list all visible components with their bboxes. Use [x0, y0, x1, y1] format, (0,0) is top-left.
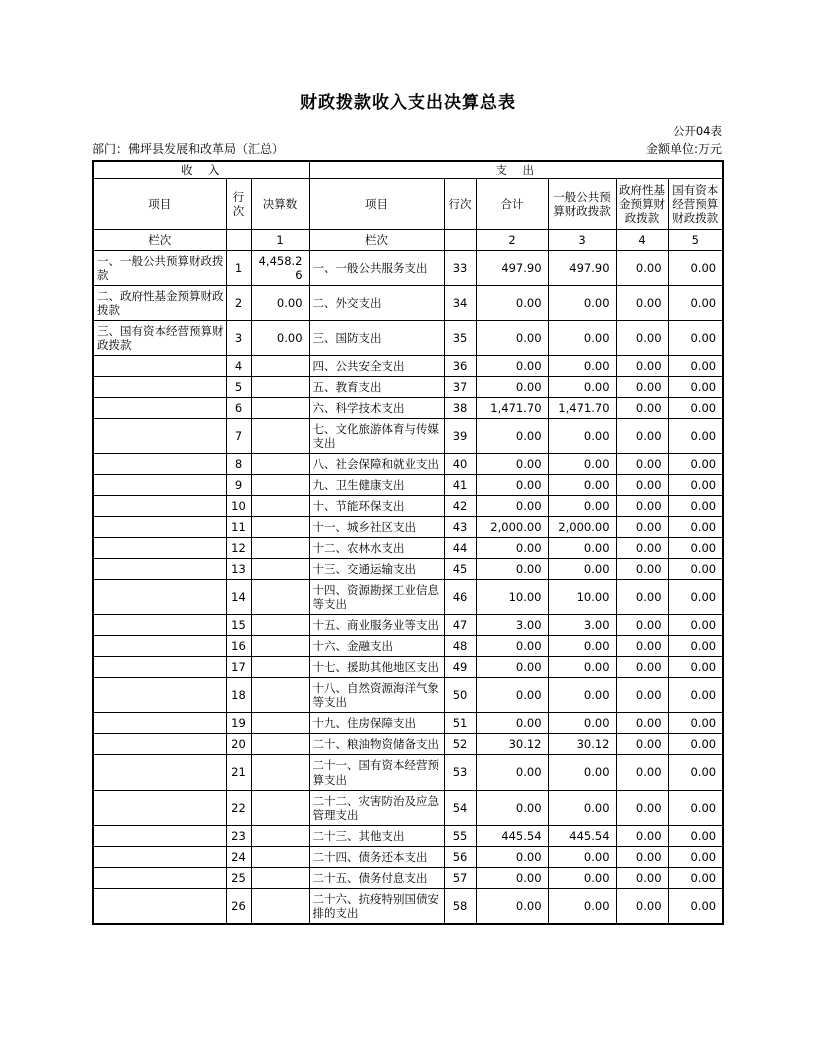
expense-line-cell: 48 [444, 636, 476, 657]
expense-total-cell: 0.00 [476, 790, 548, 825]
state-capital-cell: 0.00 [668, 888, 723, 924]
expense-line-cell: 38 [444, 398, 476, 419]
expense-total-cell: 0.00 [476, 713, 548, 734]
state-capital-cell: 0.00 [668, 398, 723, 419]
income-project-cell [93, 496, 226, 517]
expense-total-cell: 1,471.70 [476, 398, 548, 419]
income-line-cell: 21 [226, 755, 251, 790]
gov-fund-cell: 0.00 [616, 286, 668, 321]
expense-project-cell: 二十一、国有资本经营预算支出 [309, 755, 444, 790]
expense-total-cell: 0.00 [476, 888, 548, 924]
income-amount-cell [251, 496, 309, 517]
index-fund: 4 [616, 230, 668, 251]
income-line-cell: 7 [226, 419, 251, 454]
income-line-cell: 20 [226, 734, 251, 755]
table-row [93, 475, 723, 496]
income-amount-cell [251, 398, 309, 419]
expense-total-cell: 0.00 [476, 286, 548, 321]
expense-project-cell: 二十二、灾害防治及应急管理支出 [309, 790, 444, 825]
expense-project-cell: 二十六、抗疫特别国债安排的支出 [309, 888, 444, 924]
income-amount-cell [251, 356, 309, 377]
income-amount-cell [251, 538, 309, 559]
expense-line-cell: 47 [444, 615, 476, 636]
income-line-cell: 6 [226, 398, 251, 419]
general-budget-cell: 497.90 [548, 251, 616, 286]
index-expense-label: 栏次 [309, 230, 444, 251]
gov-fund-cell: 0.00 [616, 867, 668, 888]
income-amount-cell [251, 734, 309, 755]
expense-total-cell: 445.54 [476, 825, 548, 846]
gov-fund-cell: 0.00 [616, 475, 668, 496]
income-amount-cell [251, 615, 309, 636]
income-amount-cell [251, 888, 309, 924]
expense-total-cell: 10.00 [476, 580, 548, 615]
income-line-cell: 1 [226, 251, 251, 286]
state-capital-cell: 0.00 [668, 678, 723, 713]
state-capital-cell: 0.00 [668, 321, 723, 356]
expense-line-cell: 49 [444, 657, 476, 678]
income-project-cell [93, 846, 226, 867]
expense-line-cell: 34 [444, 286, 476, 321]
expense-total-cell: 0.00 [476, 419, 548, 454]
expense-project-cell: 十八、自然资源海洋气象等支出 [309, 678, 444, 713]
col-header-general-budget: 一般公共预算财政拨款 [548, 179, 616, 230]
income-project-cell: 一、一般公共预算财政拨款 [93, 251, 226, 286]
expense-project-cell: 二十、粮油物资储备支出 [309, 734, 444, 755]
gov-fund-cell: 0.00 [616, 377, 668, 398]
expense-project-cell: 九、卫生健康支出 [309, 475, 444, 496]
meta-line [92, 141, 722, 158]
expense-total-cell: 2,000.00 [476, 517, 548, 538]
income-line-cell: 10 [226, 496, 251, 517]
expense-project-cell: 八、社会保障和就业支出 [309, 454, 444, 475]
table-row [93, 377, 723, 398]
table-row [93, 356, 723, 377]
income-project-cell [93, 475, 226, 496]
gov-fund-cell: 0.00 [616, 356, 668, 377]
general-budget-cell: 0.00 [548, 678, 616, 713]
col-header-gov-fund: 政府性基金预算财政拨款 [616, 179, 668, 230]
general-budget-cell: 0.00 [548, 755, 616, 790]
table-row [93, 321, 723, 356]
income-amount-cell [251, 867, 309, 888]
expense-project-cell: 十六、金融支出 [309, 636, 444, 657]
index-income-label: 栏次 [93, 230, 226, 251]
income-project-cell: 三、国有资本经营预算财政拨款 [93, 321, 226, 356]
expense-total-cell: 3.00 [476, 615, 548, 636]
expense-total-cell: 0.00 [476, 321, 548, 356]
expense-total-cell: 497.90 [476, 251, 548, 286]
income-project-cell [93, 790, 226, 825]
state-capital-cell: 0.00 [668, 419, 723, 454]
col-header-expense-line: 行次 [444, 179, 476, 230]
general-budget-cell: 0.00 [548, 419, 616, 454]
table-row [93, 286, 723, 321]
expense-line-cell: 51 [444, 713, 476, 734]
income-line-cell: 22 [226, 790, 251, 825]
gov-fund-cell: 0.00 [616, 496, 668, 517]
state-capital-cell: 0.00 [668, 734, 723, 755]
income-line-cell: 13 [226, 559, 251, 580]
income-project-cell [93, 867, 226, 888]
income-line-cell: 8 [226, 454, 251, 475]
expense-project-cell: 二、外交支出 [309, 286, 444, 321]
table-row [93, 790, 723, 825]
gov-fund-cell: 0.00 [616, 559, 668, 580]
income-project-cell [93, 657, 226, 678]
expense-total-cell: 0.00 [476, 356, 548, 377]
table-row [93, 580, 723, 615]
expense-project-cell: 十三、交通运输支出 [309, 559, 444, 580]
gov-fund-cell: 0.00 [616, 615, 668, 636]
income-project-cell [93, 398, 226, 419]
income-project-cell [93, 454, 226, 475]
expense-line-cell: 42 [444, 496, 476, 517]
index-general: 3 [548, 230, 616, 251]
expense-section-header: 支 出 [309, 161, 723, 179]
expense-total-cell: 30.12 [476, 734, 548, 755]
expense-total-cell: 0.00 [476, 454, 548, 475]
gov-fund-cell: 0.00 [616, 846, 668, 867]
income-line-cell: 16 [226, 636, 251, 657]
general-budget-cell: 0.00 [548, 377, 616, 398]
income-line-cell: 23 [226, 825, 251, 846]
expense-total-cell: 0.00 [476, 657, 548, 678]
department-label: 部门：佛坪县发展和改革局（汇总） [92, 142, 285, 156]
expense-line-cell: 37 [444, 377, 476, 398]
table-row [93, 846, 723, 867]
column-index-row [93, 230, 723, 251]
general-budget-cell: 0.00 [548, 475, 616, 496]
index-total: 2 [476, 230, 548, 251]
income-project-cell [93, 636, 226, 657]
income-line-cell: 26 [226, 888, 251, 924]
income-amount-cell [251, 517, 309, 538]
expense-line-cell: 57 [444, 867, 476, 888]
general-budget-cell: 0.00 [548, 454, 616, 475]
income-amount-cell [251, 580, 309, 615]
table-row [93, 559, 723, 580]
state-capital-cell: 0.00 [668, 538, 723, 559]
expense-total-cell: 0.00 [476, 846, 548, 867]
expense-project-cell: 十二、农林水支出 [309, 538, 444, 559]
state-capital-cell: 0.00 [668, 496, 723, 517]
table-row [93, 755, 723, 790]
general-budget-cell: 10.00 [548, 580, 616, 615]
gov-fund-cell: 0.00 [616, 678, 668, 713]
expense-line-cell: 40 [444, 454, 476, 475]
income-project-cell [93, 713, 226, 734]
state-capital-cell: 0.00 [668, 517, 723, 538]
page-title: 财政拨款收入支出决算总表 [300, 93, 516, 113]
column-header-row [93, 179, 723, 230]
expense-project-cell: 一、一般公共服务支出 [309, 251, 444, 286]
income-amount-cell: 0.00 [251, 286, 309, 321]
general-budget-cell: 0.00 [548, 321, 616, 356]
income-project-cell [93, 580, 226, 615]
general-budget-cell: 0.00 [548, 496, 616, 517]
general-budget-cell: 0.00 [548, 713, 616, 734]
expense-project-cell: 十五、商业服务业等支出 [309, 615, 444, 636]
general-budget-cell: 0.00 [548, 636, 616, 657]
table-row [93, 867, 723, 888]
col-header-expense-project: 项目 [309, 179, 444, 230]
expense-project-cell: 十九、住房保障支出 [309, 713, 444, 734]
gov-fund-cell: 0.00 [616, 734, 668, 755]
col-header-expense-total: 合计 [476, 179, 548, 230]
income-line-cell: 4 [226, 356, 251, 377]
section-header-row [93, 161, 723, 179]
income-amount-cell [251, 755, 309, 790]
gov-fund-cell: 0.00 [616, 251, 668, 286]
general-budget-cell: 0.00 [548, 657, 616, 678]
expense-line-cell: 56 [444, 846, 476, 867]
table-row [93, 251, 723, 286]
income-line-cell: 17 [226, 657, 251, 678]
gov-fund-cell: 0.00 [616, 825, 668, 846]
income-line-cell: 25 [226, 867, 251, 888]
income-section-header: 收 入 [93, 161, 309, 179]
income-project-cell [93, 888, 226, 924]
col-header-income-line: 行次 [226, 179, 251, 230]
income-amount-cell [251, 678, 309, 713]
expense-project-cell: 七、文化旅游体育与传媒支出 [309, 419, 444, 454]
income-amount-cell [251, 657, 309, 678]
income-project-cell: 二、政府性基金预算财政拨款 [93, 286, 226, 321]
expense-total-cell: 0.00 [476, 636, 548, 657]
state-capital-cell: 0.00 [668, 713, 723, 734]
gov-fund-cell: 0.00 [616, 538, 668, 559]
state-capital-cell: 0.00 [668, 867, 723, 888]
general-budget-cell: 0.00 [548, 286, 616, 321]
table-row [93, 657, 723, 678]
expense-project-cell: 十、节能环保支出 [309, 496, 444, 517]
table-body [93, 251, 723, 924]
table-row [93, 454, 723, 475]
state-capital-cell: 0.00 [668, 755, 723, 790]
index-capital: 5 [668, 230, 723, 251]
general-budget-cell: 0.00 [548, 867, 616, 888]
state-capital-cell: 0.00 [668, 580, 723, 615]
general-budget-cell: 0.00 [548, 538, 616, 559]
income-amount-cell [251, 559, 309, 580]
income-amount-cell [251, 419, 309, 454]
income-line-cell: 11 [226, 517, 251, 538]
gov-fund-cell: 0.00 [616, 888, 668, 924]
income-line-cell: 9 [226, 475, 251, 496]
expense-total-cell: 0.00 [476, 475, 548, 496]
general-budget-cell: 0.00 [548, 846, 616, 867]
income-amount-cell [251, 454, 309, 475]
income-line-cell: 18 [226, 678, 251, 713]
income-project-cell [93, 825, 226, 846]
expense-line-cell: 41 [444, 475, 476, 496]
general-budget-cell: 1,471.70 [548, 398, 616, 419]
expense-project-cell: 六、科学技术支出 [309, 398, 444, 419]
general-budget-cell: 0.00 [548, 888, 616, 924]
gov-fund-cell: 0.00 [616, 419, 668, 454]
income-project-cell [93, 615, 226, 636]
expense-project-cell: 二十三、其他支出 [309, 825, 444, 846]
gov-fund-cell: 0.00 [616, 580, 668, 615]
expense-line-cell: 55 [444, 825, 476, 846]
income-amount-cell [251, 825, 309, 846]
general-budget-cell: 0.00 [548, 356, 616, 377]
table-row [93, 636, 723, 657]
expense-line-cell: 39 [444, 419, 476, 454]
expense-total-cell: 0.00 [476, 867, 548, 888]
expense-project-cell: 十四、资源勘探工业信息等支出 [309, 580, 444, 615]
fiscal-appropriation-table [92, 160, 724, 925]
expense-project-cell: 五、教育支出 [309, 377, 444, 398]
table-row [93, 825, 723, 846]
general-budget-cell: 3.00 [548, 615, 616, 636]
gov-fund-cell: 0.00 [616, 398, 668, 419]
income-project-cell [93, 559, 226, 580]
expense-total-cell: 0.00 [476, 496, 548, 517]
expense-line-cell: 33 [444, 251, 476, 286]
gov-fund-cell: 0.00 [616, 454, 668, 475]
general-budget-cell: 0.00 [548, 559, 616, 580]
expense-line-cell: 43 [444, 517, 476, 538]
expense-total-cell: 0.00 [476, 377, 548, 398]
income-amount-cell [251, 713, 309, 734]
col-header-income-amount: 决算数 [251, 179, 309, 230]
index-income-amount: 1 [251, 230, 309, 251]
state-capital-cell: 0.00 [668, 377, 723, 398]
expense-project-cell: 四、公共安全支出 [309, 356, 444, 377]
income-line-cell: 5 [226, 377, 251, 398]
expense-line-cell: 52 [444, 734, 476, 755]
gov-fund-cell: 0.00 [616, 636, 668, 657]
index-income-line [226, 230, 251, 251]
income-line-cell: 24 [226, 846, 251, 867]
state-capital-cell: 0.00 [668, 657, 723, 678]
general-budget-cell: 0.00 [548, 790, 616, 825]
income-amount-cell [251, 636, 309, 657]
general-budget-cell: 2,000.00 [548, 517, 616, 538]
state-capital-cell: 0.00 [668, 846, 723, 867]
income-amount-cell: 4,458.26 [251, 251, 309, 286]
expense-line-cell: 45 [444, 559, 476, 580]
expense-total-cell: 0.00 [476, 559, 548, 580]
expense-project-cell: 二十四、债务还本支出 [309, 846, 444, 867]
income-project-cell [93, 538, 226, 559]
general-budget-cell: 30.12 [548, 734, 616, 755]
table-row [93, 517, 723, 538]
table-row [93, 734, 723, 755]
income-project-cell [93, 678, 226, 713]
table-row [93, 398, 723, 419]
expense-line-cell: 53 [444, 755, 476, 790]
expense-total-cell: 0.00 [476, 755, 548, 790]
expense-project-cell: 十七、援助其他地区支出 [309, 657, 444, 678]
expense-line-cell: 54 [444, 790, 476, 825]
table-row [93, 713, 723, 734]
general-budget-cell: 445.54 [548, 825, 616, 846]
state-capital-cell: 0.00 [668, 615, 723, 636]
table-row [93, 419, 723, 454]
income-project-cell [93, 356, 226, 377]
col-header-state-capital: 国有资本经营预算财政拨款 [668, 179, 723, 230]
income-amount-cell [251, 846, 309, 867]
table-row [93, 678, 723, 713]
expense-line-cell: 36 [444, 356, 476, 377]
state-capital-cell: 0.00 [668, 356, 723, 377]
expense-project-cell: 十一、城乡社区支出 [309, 517, 444, 538]
income-project-cell [93, 517, 226, 538]
income-project-cell [93, 755, 226, 790]
gov-fund-cell: 0.00 [616, 321, 668, 356]
income-line-cell: 14 [226, 580, 251, 615]
table-row [93, 615, 723, 636]
gov-fund-cell: 0.00 [616, 657, 668, 678]
state-capital-cell: 0.00 [668, 251, 723, 286]
gov-fund-cell: 0.00 [616, 790, 668, 825]
table-row [93, 888, 723, 924]
state-capital-cell: 0.00 [668, 790, 723, 825]
income-line-cell: 2 [226, 286, 251, 321]
income-project-cell [93, 734, 226, 755]
income-amount-cell: 0.00 [251, 321, 309, 356]
income-amount-cell [251, 790, 309, 825]
income-line-cell: 3 [226, 321, 251, 356]
gov-fund-cell: 0.00 [616, 713, 668, 734]
state-capital-cell: 0.00 [668, 286, 723, 321]
col-header-income-project: 项目 [93, 179, 226, 230]
income-line-cell: 19 [226, 713, 251, 734]
state-capital-cell: 0.00 [668, 559, 723, 580]
index-expense-line [444, 230, 476, 251]
income-line-cell: 12 [226, 538, 251, 559]
income-project-cell [93, 377, 226, 398]
income-line-cell: 15 [226, 615, 251, 636]
expense-line-cell: 50 [444, 678, 476, 713]
expense-line-cell: 35 [444, 321, 476, 356]
state-capital-cell: 0.00 [668, 636, 723, 657]
unit-note: 金额单位:万元 [645, 142, 722, 156]
gov-fund-cell: 0.00 [616, 517, 668, 538]
table-row [93, 496, 723, 517]
expense-line-cell: 58 [444, 888, 476, 924]
expense-project-cell: 二十五、债务付息支出 [309, 867, 444, 888]
expense-line-cell: 44 [444, 538, 476, 559]
expense-total-cell: 0.00 [476, 678, 548, 713]
state-capital-cell: 0.00 [668, 825, 723, 846]
table-row [93, 538, 723, 559]
expense-line-cell: 46 [444, 580, 476, 615]
income-amount-cell [251, 475, 309, 496]
state-capital-cell: 0.00 [668, 454, 723, 475]
state-capital-cell: 0.00 [668, 475, 723, 496]
form-number: 公开04表 [672, 124, 722, 138]
expense-total-cell: 0.00 [476, 538, 548, 559]
expense-project-cell: 三、国防支出 [309, 321, 444, 356]
income-project-cell [93, 419, 226, 454]
gov-fund-cell: 0.00 [616, 755, 668, 790]
income-amount-cell [251, 377, 309, 398]
